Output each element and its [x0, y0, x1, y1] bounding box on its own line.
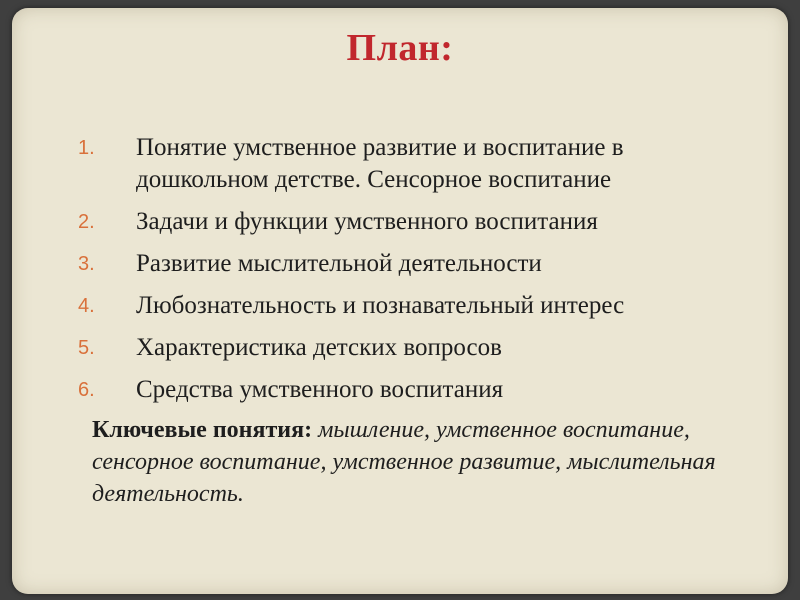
plan-item-number: 5. [78, 337, 95, 359]
plan-item-text: Развитие мыслительной деятельности [136, 250, 542, 277]
plan-item-text: Задачи и функции умственного воспитания [136, 208, 598, 235]
plan-item-number: 4. [78, 295, 95, 317]
plan-item-number: 3. [78, 253, 95, 275]
plan-item-text: Средства умственного воспитания [136, 376, 504, 403]
plan-item-number: 6. [78, 379, 95, 401]
plan-item-number: 1. [78, 137, 95, 159]
plan-item [60, 206, 740, 238]
plan-item-text: Понятие умственное развитие и воспитание в дошкольном детстве. Сенсорное воспитание [136, 134, 624, 193]
plan-item [60, 290, 740, 322]
plan-item-number: 2. [78, 211, 95, 233]
plan-item-text: Характеристика детских вопросов [136, 334, 502, 361]
plan-list [60, 132, 740, 416]
key-concepts-label: Ключевые понятия: [92, 417, 313, 443]
plan-item-text: Любознательность и познавательный интерес [136, 292, 625, 319]
plan-item [60, 332, 740, 364]
plan-item [60, 374, 740, 406]
key-concepts [92, 414, 742, 510]
plan-item [60, 132, 740, 196]
key-concepts-text: мышление, умственное воспитание, сенсорное воспитание, умственное развитие, мыслительная деятельность. [92, 417, 716, 507]
plan-item [60, 248, 740, 280]
slide-title: План: [346, 27, 454, 69]
